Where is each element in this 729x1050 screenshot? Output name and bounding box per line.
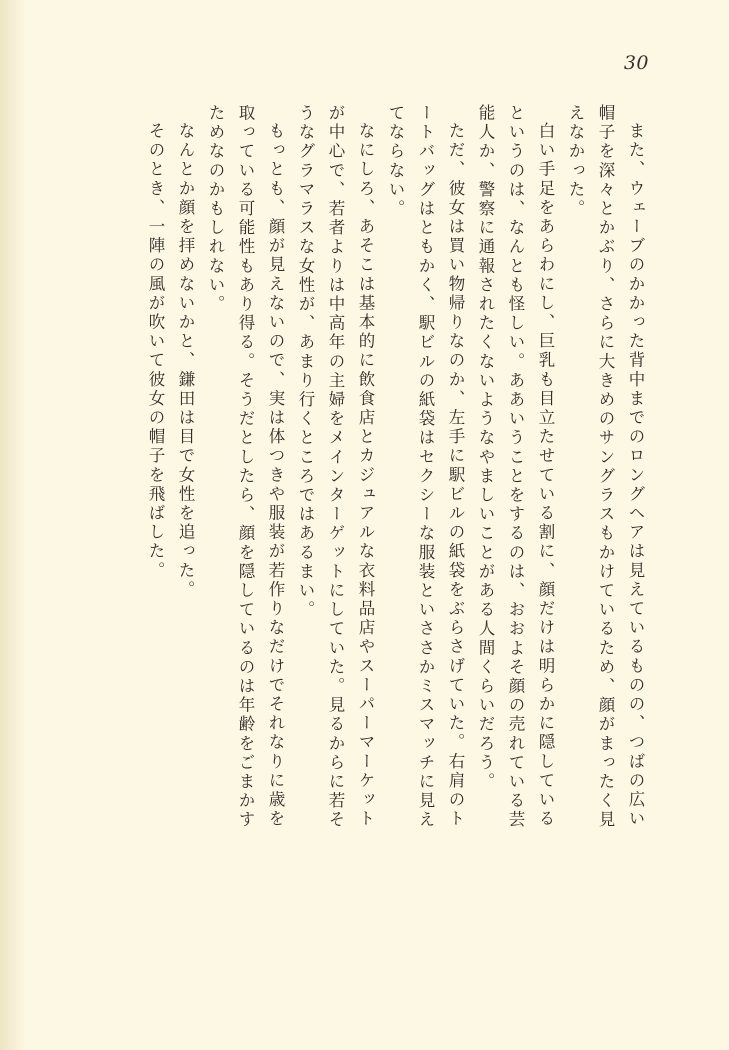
- text-line: てならない。: [386, 104, 405, 219]
- text-line: えなかった。: [566, 104, 585, 219]
- text-line: 能人か、警察に通報されたくないようなやましいことがある人間くらいだろう。: [476, 104, 495, 792]
- text-line: 帽子を深々とかぶり、さらに大きめのサングラスもかけているため、顔がまったく見: [596, 104, 615, 830]
- text-line: ためなのかもしれない。: [206, 104, 225, 315]
- text-line: ートバッグはともかく、駅ビルの紙袋はセクシーな服装といささかミスマッチに見え: [416, 104, 435, 830]
- text-line: が中心で、若者よりは中高年の主婦をメインターゲットにしていた。見るからに若そ: [326, 104, 345, 830]
- text-line: なんとか顔を拝めないかと、鎌田は目で女性を追った。: [176, 122, 195, 600]
- vertical-text-body: [86, 104, 643, 984]
- text-line: また、ウェーブのかかった背中までのロングヘアは見えているものの、つばの広い: [626, 122, 645, 829]
- text-line: なにしろ、あそこは基本的に飲食店とカジュアルな衣料品店やスーパーマーケット: [356, 122, 375, 829]
- text-line: うなグラマラスな女性が、あまり行くところではあるまい。: [296, 104, 315, 620]
- text-line: 白い手足をあらわにし、巨乳も目立たせている割に、顔だけは明らかに隠している: [536, 122, 555, 829]
- page-number: 30: [623, 52, 649, 74]
- text-line: 取っている可能性もあり得る。そうだとしたら、顔を隠しているのは年齢をごまかす: [236, 104, 255, 830]
- text-line: もっとも、顔が見えないので、実は体つきや服装が若作りなだけでそれなりに歳を: [266, 122, 285, 829]
- text-line: そのとき、一陣の風が吹いて彼女の帽子を飛ばした。: [146, 122, 165, 581]
- text-line: ただ、彼女は買い物帰りなのか、左手に駅ビルの紙袋をぶらさげていた。右肩のト: [446, 122, 465, 829]
- text-line: というのは、なんとも怪しい。ああいうことをするのは、おおよそ顔の売れている芸: [506, 104, 525, 830]
